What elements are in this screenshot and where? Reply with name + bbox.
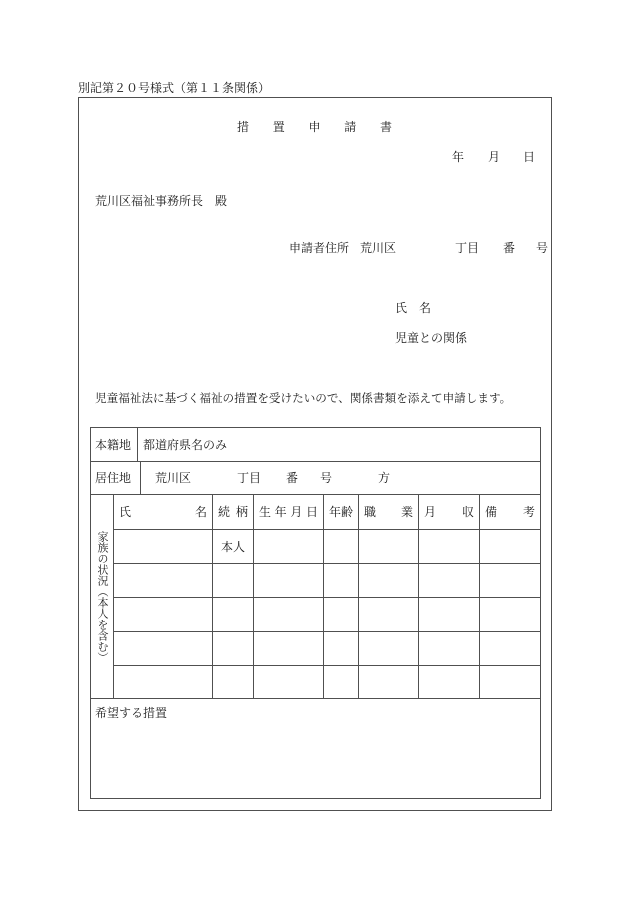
family-header-cell [359, 495, 419, 529]
family-header-label [329, 505, 353, 519]
family-cell [480, 598, 540, 631]
family-cell [480, 666, 540, 698]
family-section-label: 家族の状況（本人を含む） [96, 530, 108, 663]
applicant-address-chome-label: 丁目 [455, 241, 480, 255]
family-cell [419, 666, 480, 698]
family-cell [419, 530, 480, 563]
family-cell [480, 632, 540, 665]
spread-char: 書 [379, 120, 392, 134]
family-cell [359, 598, 419, 631]
residence-label: 居住地 [91, 462, 141, 494]
requested-measure-label: 希望する措置 [95, 706, 168, 720]
applicant-address-ban-label: 番 [503, 241, 516, 255]
spread-char: 置 [272, 120, 285, 134]
family-cell [359, 530, 419, 563]
date-month-label: 月 [488, 150, 501, 164]
family-section [91, 495, 540, 699]
applicant-address-label: 申請者住所 [289, 241, 350, 255]
family-header-row [114, 495, 540, 530]
family-section-label-cell [91, 495, 114, 698]
applicant-address-city: 荒川区 [360, 241, 397, 255]
requested-measure-row [91, 699, 540, 798]
spread-char: 考 [522, 505, 535, 519]
applicant-relation-label: 児童との関係 [395, 331, 468, 345]
family-row [114, 666, 540, 698]
family-header-label [364, 505, 413, 519]
family-header-cell [114, 495, 213, 529]
family-cell [254, 530, 324, 563]
spread-char: 申 [308, 120, 321, 134]
family-cell [359, 564, 419, 597]
family-cell [213, 564, 254, 597]
family-header-label [218, 505, 248, 519]
registered-domicile-label: 本籍地 [91, 428, 138, 461]
spread-char: 月 [424, 505, 437, 519]
spread-char: 名 [194, 505, 207, 519]
form-title [237, 120, 392, 134]
family-row [114, 632, 540, 666]
spread-char: 備 [485, 505, 498, 519]
family-cell [114, 598, 213, 631]
family-cell [114, 530, 213, 563]
spread-char: 職 [364, 505, 377, 519]
family-cell [254, 666, 324, 698]
residence-city: 荒川区 [155, 471, 192, 485]
family-cell [480, 530, 540, 563]
form-reference: 別記第２０号様式（第１１条関係） [78, 81, 271, 95]
family-cell [213, 666, 254, 698]
spread-char: 氏 [119, 505, 132, 519]
family-cell [419, 564, 480, 597]
addressee: 荒川区福祉事務所長 殿 [95, 194, 228, 208]
family-header-label [485, 505, 535, 519]
spread-char: 柄 [235, 505, 248, 519]
family-cell [324, 564, 359, 597]
family-row [114, 598, 540, 632]
family-header-cell [254, 495, 324, 529]
family-cell [324, 598, 359, 631]
family-header-cell [480, 495, 540, 529]
spread-char: 業 [400, 505, 413, 519]
application-table [90, 427, 541, 799]
family-grid [114, 495, 540, 698]
residence-kata-label: 方 [378, 471, 391, 485]
family-cell [419, 598, 480, 631]
family-cell [324, 530, 359, 563]
spread-char: 年 [274, 505, 287, 519]
application-statement: 児童福祉法に基づく福祉の措置を受けたいので、関係書類を添えて申請します。 [95, 392, 512, 405]
family-row [114, 530, 540, 564]
family-cell [359, 666, 419, 698]
family-header-cell [213, 495, 254, 529]
family-cell [324, 632, 359, 665]
registered-domicile-value: 都道府県名のみ [143, 437, 228, 452]
registered-domicile-row [91, 428, 540, 462]
residence-ban-label: 番 [286, 471, 299, 485]
family-cell [114, 632, 213, 665]
date-day-label: 日 [523, 150, 536, 164]
spread-char: 年 [329, 505, 342, 519]
family-cell [324, 666, 359, 698]
family-cell [213, 632, 254, 665]
spread-char: 齢 [341, 505, 354, 519]
spread-char: 措 [237, 120, 250, 134]
family-row [114, 564, 540, 598]
spread-char: 収 [461, 505, 474, 519]
applicant-name-label: 氏 名 [395, 301, 432, 315]
residence-row [91, 462, 540, 495]
family-cell [359, 632, 419, 665]
family-header-label [259, 505, 318, 519]
family-cell [480, 564, 540, 597]
family-header-label [119, 505, 207, 519]
spread-char: 日 [305, 505, 318, 519]
residence-value [141, 462, 540, 494]
family-cell [213, 598, 254, 631]
family-cell [419, 632, 480, 665]
applicant-address-go-label: 号 [536, 241, 549, 255]
family-header-cell [419, 495, 480, 529]
family-cell [254, 564, 324, 597]
family-header-cell [324, 495, 359, 529]
family-header-label [424, 505, 474, 519]
date-year-label: 年 [452, 150, 465, 164]
spread-char: 月 [290, 505, 303, 519]
family-cell [254, 598, 324, 631]
family-cell [114, 666, 213, 698]
family-cell [254, 632, 324, 665]
family-cell [114, 564, 213, 597]
spread-char: 生 [259, 505, 272, 519]
spread-char: 請 [344, 120, 357, 134]
family-cell: 本人 [213, 530, 254, 563]
residence-go-label: 号 [320, 471, 333, 485]
spread-char: 続 [218, 505, 231, 519]
residence-chome-label: 丁目 [237, 471, 262, 485]
